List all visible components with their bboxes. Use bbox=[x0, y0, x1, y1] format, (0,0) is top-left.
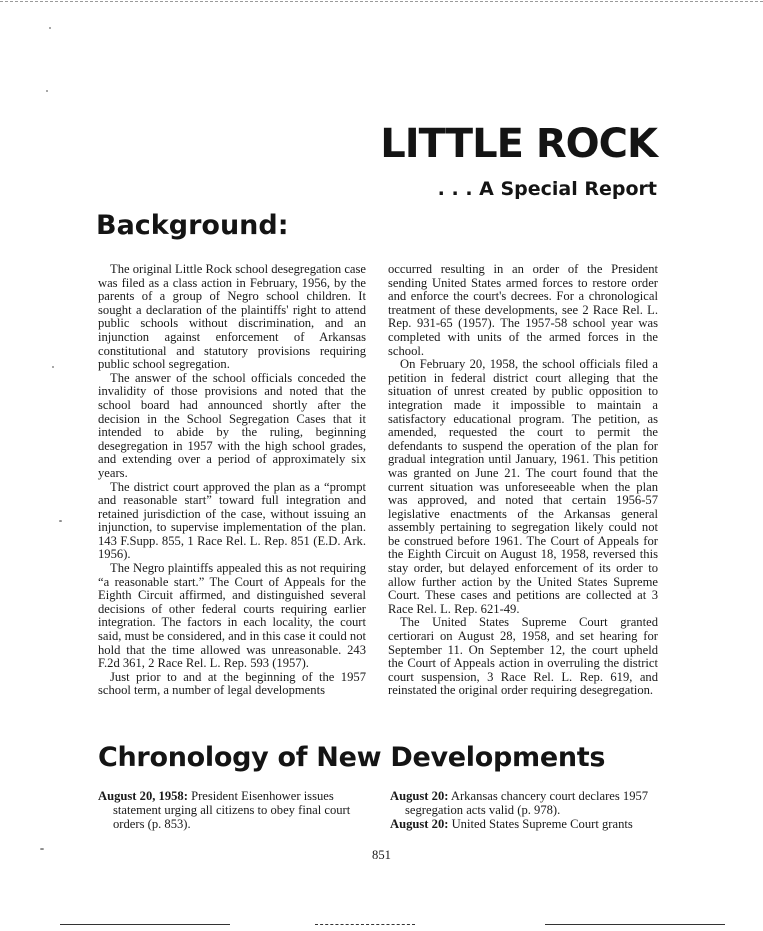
scan-speck bbox=[59, 520, 62, 522]
chronology-heading: Chronology of New Developments bbox=[98, 742, 606, 773]
scan-speck bbox=[46, 90, 48, 92]
background-right-column bbox=[388, 263, 658, 698]
background-paragraph: The district court approved the plan as a “prompt and reasonable start” toward full integration and retained jurisdiction of the case, without issuing an injunction, to supervise implementation of the plan. 143 F.Supp. 855, 1 Race Rel. L. Rep. 851 (E.D. Ark. 1956). bbox=[98, 479, 366, 562]
background-paragraph: The Negro plaintiffs appealed this as not requiring “a reasonable start.” The Court of Appeals for the Eighth Circuit affirmed, and distinguished several decisions of other federal courts requiring earlier integration. The factors in each locality, the court said, must be considered, and in this case it could not hold that the time allowed was unreasonable. 243 F.2d 361, 2 Race Rel. L. Rep. 593 (1957). bbox=[98, 561, 366, 671]
chronology-right-column bbox=[390, 789, 660, 831]
scan-speck bbox=[52, 366, 54, 368]
background-paragraph: occurred resulting in an order of the President sending United States armed forces to restore order and enforce the court's decrees. For a chronological treatment of these developments, see 2 Race Rel. L. Rep. 931-65 (1957). The 1957-58 school year was completed with units of the armed forces in the school. bbox=[388, 262, 658, 358]
chronology-entry bbox=[390, 789, 660, 817]
chronology-entry bbox=[98, 789, 370, 831]
chronology-left-column bbox=[98, 789, 370, 831]
entry-text: United States Supreme Court grants bbox=[448, 817, 633, 831]
footer-rule bbox=[60, 924, 230, 925]
background-paragraph: The answer of the school officials conceded the invalidity of those provisions and noted that the school board had announced shortly after the decision in the School Segregation Cases that it intended to abide by the ruling, beginning desegregation in 1957 with the high school grades, and extending over a period of approximately six years. bbox=[98, 370, 366, 480]
entry-text: Arkansas chancery court declares 1957 segregation acts valid (p. 978). bbox=[405, 789, 649, 817]
report-subtitle: . . . A Special Report bbox=[437, 178, 657, 200]
page-number: 851 bbox=[372, 848, 391, 862]
top-dashed-border bbox=[0, 1, 763, 2]
report-title: LITTLE ROCK bbox=[380, 121, 657, 167]
background-paragraph: Just prior to and at the beginning of the 1957 school term, a number of legal developments bbox=[98, 669, 366, 698]
entry-date: August 20: bbox=[390, 789, 449, 803]
footer-rule bbox=[315, 924, 415, 925]
background-paragraph: The original Little Rock school desegregation case was filed as a class action in February, 1956, by the parents of a group of Negro school children. It sought a declaration of the plaintiffs' right to attend public schools without discrimination, and an injunction against enforcement of Arkansas constitutional and statutory provisions requiring public school segregation. bbox=[98, 262, 366, 372]
entry-date: August 20: bbox=[390, 817, 449, 831]
scan-speck bbox=[49, 27, 51, 29]
background-paragraph: The United States Supreme Court granted certiorari on August 28, 1958, and set hearing for September 11. On September 12, the court upheld the Court of Appeals action in overruling the district court suspension, 3 Race Rel. L. Rep. 619, and reinstated the original order requiring desegregation. bbox=[388, 615, 658, 698]
background-left-column bbox=[98, 263, 366, 698]
entry-text: President Eisenhower issues statement urging all citizens to obey final court orders (p. 853). bbox=[113, 789, 351, 831]
background-paragraph: On February 20, 1958, the school officials filed a petition in federal district court alleging that the situation of unrest created by public opposition to integration made it impossible to maintain a satisfactory educational program. The petition, as amended, requested the court to permit the defendants to suspend the operation of the plan for gradual integration until January, 1961. This petition was granted on June 21. The court found that the current situation was unforeseeable when the plan was approved, and noted that certain 1956-57 legislative enactments of the Arkansas general assembly pertaining to segregation likely could not be construed before 1961. The Court of Appeals for the Eighth Circuit on August 18, 1958, reversed this stay order, but delayed enforcement of its order to allow further action by the United States Supreme Court. These cases and petitions are collected at 3 Race Rel. L. Rep. 621-49. bbox=[388, 357, 658, 616]
footer-rule bbox=[545, 924, 725, 925]
background-heading: Background: bbox=[96, 210, 289, 241]
chronology-entry bbox=[390, 817, 660, 831]
entry-date: August 20, 1958: bbox=[98, 789, 188, 803]
